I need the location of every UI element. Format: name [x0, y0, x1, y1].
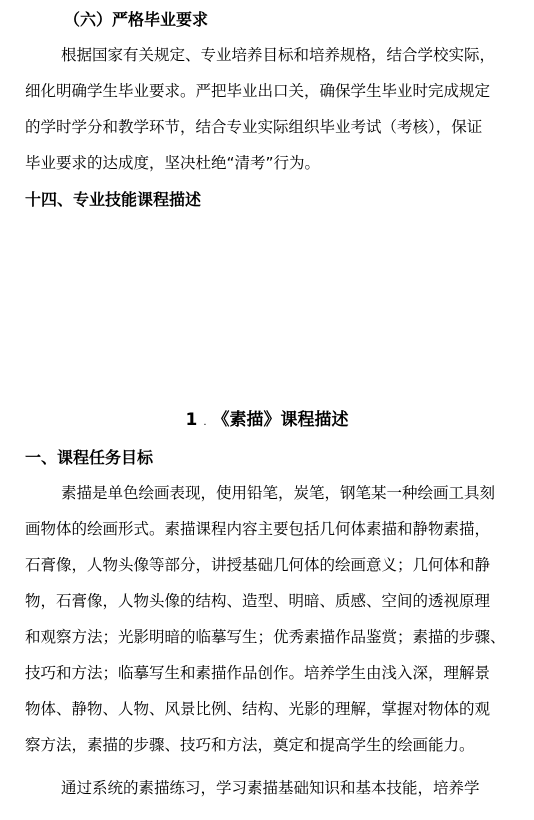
- course-number-separator: .: [203, 417, 207, 428]
- section-six-heading: （六）严格毕业要求: [64, 10, 209, 29]
- course-title: [0, 406, 534, 437]
- paragraph-line: 技巧和方法；临摹写生和素描作品创作。培养学生由浅入深，理解景: [25, 664, 491, 682]
- section-fourteen-heading: 十四、专业技能课程描述: [25, 190, 202, 209]
- paragraph-line: 细化明确学生毕业要求。严把毕业出口关，确保学生毕业时完成规定: [25, 82, 491, 100]
- paragraph-line: 画物体的绘画形式。素描课程内容主要包括几何体素描和静物素描，: [25, 520, 491, 538]
- paragraph-line: 物体、静物、人物、风景比例、结构、光影的理解，掌握对物体的观: [25, 700, 491, 718]
- section-six-paragraph: [25, 37, 515, 181]
- paragraph-line: 物，石膏像，人物头像的结构、造型、明暗、质感、空间的透视原理: [25, 592, 491, 610]
- paragraph-line: 和观察方法；光影明暗的临摹写生；优秀素描作品鉴赏；素描的步骤、: [25, 628, 506, 646]
- course-paragraph-2: [25, 770, 515, 806]
- paragraph-line: 根据国家有关规定、专业培养目标和培养规格，结合学校实际，: [61, 46, 496, 64]
- course-number: 1: [185, 410, 198, 430]
- paragraph-line: 石膏像，人物头像等部分，讲授基础几何体的绘画意义；几何体和静: [25, 556, 491, 574]
- paragraph-line: 的学时学分和教学环节，结合专业实际组织毕业考试（考核），保证: [25, 118, 483, 136]
- paragraph-line: 毕业要求的达成度，坚决杜绝“清考”行为。: [25, 154, 321, 172]
- course-paragraph-1: [25, 475, 515, 763]
- paragraph-line: 通过系统的素描练习，学习素描基础知识和基本技能，培养学: [61, 779, 480, 797]
- paragraph-line: 察方法，素描的步骤、技巧和方法，奠定和提高学生的绘画能力。: [25, 736, 475, 754]
- course-title-text: 《素描》课程描述: [212, 410, 349, 430]
- paragraph-line: 素描是单色绘画表现，使用铅笔，炭笔，钢笔某一种绘画工具刻: [61, 484, 496, 502]
- objective-heading: 一、课程任务目标: [25, 448, 154, 467]
